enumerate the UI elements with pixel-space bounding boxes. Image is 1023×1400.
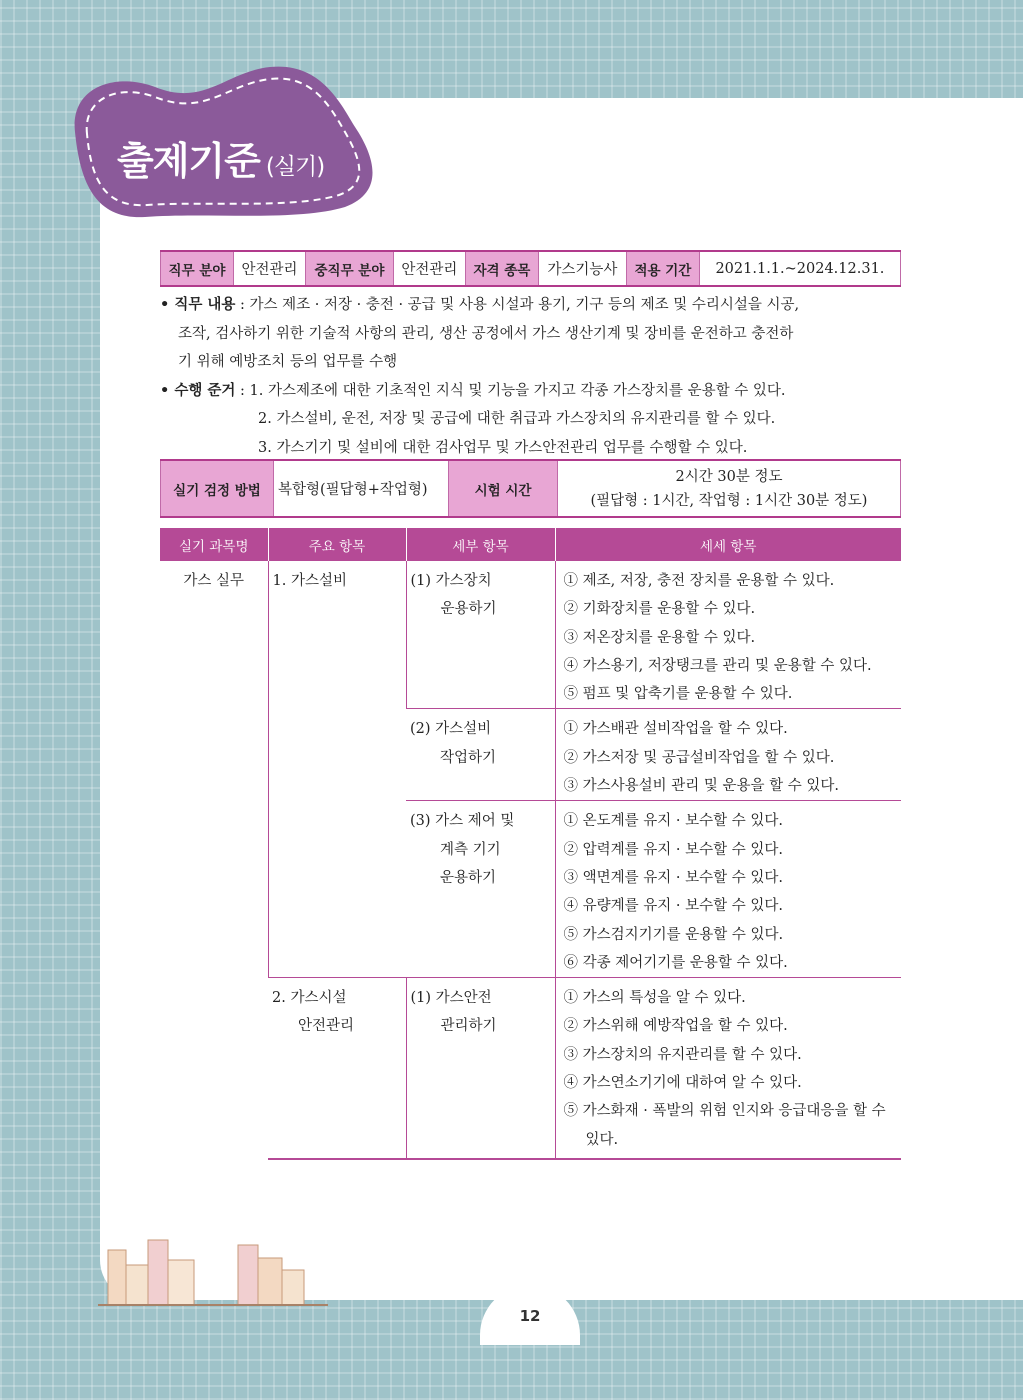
- criteria-line: [160, 377, 905, 406]
- sub-item-4-line-1: (1) 가스안전: [410, 990, 492, 1007]
- detail-3-3: ③ 액면계를 유지 · 보수할 수 있다.: [563, 869, 783, 886]
- sub-item-3-line-3: 운용하기: [440, 869, 497, 886]
- sub-item-2: [406, 709, 555, 801]
- detail-group-1: [555, 561, 901, 709]
- time-line-1: 2시간 30분 정도: [675, 468, 783, 485]
- period-value: 2021.1.1.~2024.12.31.: [699, 251, 900, 286]
- method-label: 실기 검정 방법: [161, 460, 274, 517]
- detail-4-2: ② 가스위해 예방작업을 할 수 있다.: [563, 1018, 788, 1035]
- header-main-item: 주요 항목: [268, 528, 406, 561]
- sub-item-3: [406, 801, 555, 978]
- detail-group-3: [555, 801, 901, 978]
- detail-4-5: ⑤ 가스화재 · 폭발의 위험 인지와 응급대응을 할 수 있다.: [563, 1103, 886, 1148]
- header-sub-item: 세부 항목: [406, 528, 555, 561]
- method-table: [160, 459, 901, 518]
- section-badge: [55, 62, 395, 232]
- sub-item-1-line-1: (1) 가스장치: [410, 573, 492, 589]
- detail-1-4: ④ 가스용기, 저장탱크를 관리 및 운용할 수 있다.: [563, 657, 872, 674]
- criteria-item-1: : 1. 가스제조에 대한 기초적인 지식 및 기능을 가지고 각종 가스장치를 운용할 수 있다.: [240, 382, 786, 399]
- detail-group-2: [555, 709, 901, 801]
- title-subtitle: (실기): [265, 154, 325, 180]
- page-title: [117, 130, 324, 185]
- info-table: [160, 250, 901, 287]
- criteria-table: [160, 528, 901, 1160]
- detail-1-2: ② 기화장치를 운용할 수 있다.: [563, 601, 756, 618]
- period-label: 적용 기간: [626, 251, 699, 286]
- detail-1-5: ⑤ 펌프 및 압축기를 운용할 수 있다.: [563, 686, 793, 703]
- detail-1-3: ③ 저온장치를 운용할 수 있다.: [563, 629, 756, 646]
- time-value: [558, 460, 901, 517]
- method-value: 복합형(필답형+작업형): [274, 460, 449, 517]
- detail-1-1: ① 제조, 저장, 충전 장치를 운용할 수 있다.: [563, 573, 835, 589]
- job-field-value: 안전관리: [233, 251, 305, 286]
- qualification-value: 가스기능사: [538, 251, 626, 286]
- main-item-1-line-1: 1. 가스설비: [272, 573, 347, 589]
- duty-label: • 직무 내용: [160, 297, 236, 313]
- time-line-2: (필답형 : 1시간, 작업형 : 1시간 30분 정도): [590, 492, 868, 509]
- sub-item-1-line-2: 운용하기: [440, 601, 497, 618]
- duty-text-3: 기 위해 예방조치 등의 업무를 수행: [178, 354, 398, 370]
- detail-2-2: ② 가스저장 및 공급설비작업을 할 수 있다.: [563, 749, 835, 766]
- page-number: 12: [519, 1307, 541, 1325]
- sub-item-3-line-1: (3) 가스 제어 및: [410, 813, 515, 830]
- title-main: 출제기준: [117, 139, 260, 183]
- header-subject: 실기 과목명: [160, 528, 268, 561]
- sub-field-value: 안전관리: [393, 251, 465, 286]
- city-illustration-icon: [98, 1230, 328, 1310]
- main-item-2: [268, 978, 406, 1159]
- duty-text-2: 조작, 검사하기 위한 기술적 사항의 관리, 생산 공정에서 가스 생산기계 및 장비를 운전하고 충전하: [178, 325, 794, 342]
- detail-3-5: ⑤ 가스검지기기를 운용할 수 있다.: [563, 926, 784, 943]
- detail-2-1: ① 가스배관 설비작업을 할 수 있다.: [563, 721, 788, 738]
- description-block: [160, 291, 905, 462]
- detail-4-1: ① 가스의 특성을 알 수 있다.: [563, 990, 746, 1007]
- duty-line: [160, 291, 905, 320]
- detail-4-4: ④ 가스연소기기에 대하여 알 수 있다.: [563, 1075, 802, 1092]
- subject-cell: 가스 실무: [183, 573, 245, 589]
- time-label: 시험 시간: [449, 460, 558, 517]
- job-field-label: 직무 분야: [161, 251, 234, 286]
- criteria-item-2: 2. 가스설비, 운전, 저장 및 공급에 대한 취급과 가스장치의 유지관리를 할 수 있다.: [258, 411, 776, 427]
- header-detail-item: 세세 항목: [555, 528, 901, 561]
- detail-2-3: ③ 가스사용설비 관리 및 운용을 할 수 있다.: [563, 778, 839, 795]
- qualification-label: 자격 종목: [465, 251, 538, 286]
- main-item-2-line-2: 안전관리: [298, 1018, 355, 1035]
- detail-group-4: [555, 978, 901, 1159]
- sub-item-4: [406, 978, 555, 1159]
- detail-3-1: ① 온도계를 유지 · 보수할 수 있다.: [563, 813, 783, 830]
- criteria-item-3: 3. 가스기기 및 설비에 대한 검사업무 및 가스안전관리 업무를 수행할 수 있다.: [258, 439, 748, 456]
- duty-text-1: : 가스 제조 · 저장 · 충전 · 공급 및 사용 시설과 용기, 기구 등의 제조 및 수리시설을 시공,: [240, 297, 800, 313]
- sub-item-2-line-1: (2) 가스설비: [410, 721, 492, 738]
- sub-item-1: [406, 561, 555, 709]
- detail-3-2: ② 압력계를 유지 · 보수할 수 있다.: [563, 841, 783, 858]
- main-item-2-line-1: 2. 가스시설: [272, 990, 347, 1007]
- sub-item-3-line-2: 계측 기기: [440, 841, 501, 858]
- sub-item-4-line-2: 관리하기: [440, 1018, 497, 1035]
- detail-3-6: ⑥ 각종 제어기기를 운용할 수 있다.: [563, 954, 788, 971]
- detail-4-3: ③ 가스장치의 유지관리를 할 수 있다.: [563, 1046, 802, 1063]
- criteria-label: • 수행 준거: [160, 382, 236, 399]
- sub-item-2-line-2: 작업하기: [440, 749, 497, 766]
- sub-field-label: 중직무 분야: [306, 251, 394, 286]
- main-item-1: [268, 561, 406, 978]
- detail-3-4: ④ 유량계를 유지 · 보수할 수 있다.: [563, 898, 783, 915]
